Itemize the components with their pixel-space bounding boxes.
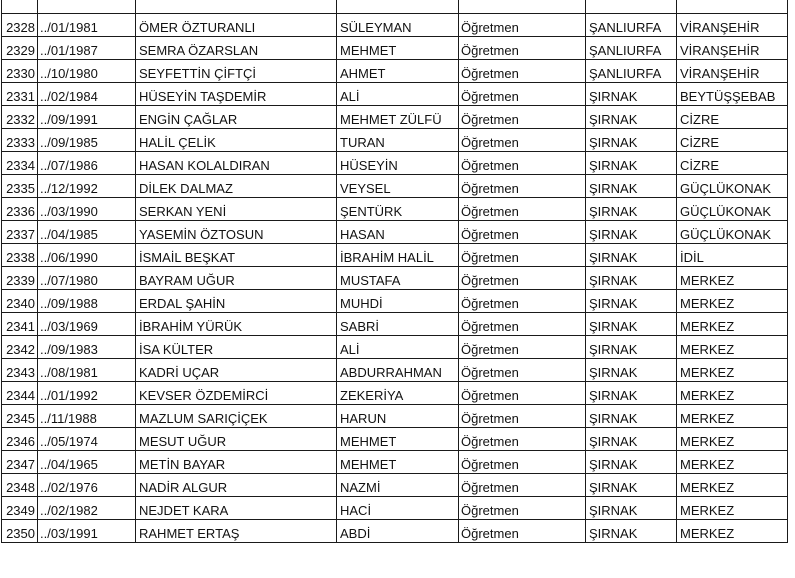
table-body [2,0,788,543]
province-cell: ŞIRNAK [586,313,677,336]
title-cell: Öğretmen [459,106,586,129]
province-cell: ŞIRNAK [586,152,677,175]
title-cell: Öğretmen [459,451,586,474]
district-cell: MERKEZ [677,405,788,428]
birth-date-cell: ../02/1976 [38,474,136,497]
province-cell: ŞIRNAK [586,497,677,520]
district-cell: MERKEZ [677,474,788,497]
row-number-cell: 2341 [2,313,38,336]
province-cell: ŞIRNAK [586,221,677,244]
birth-date-cell [38,0,136,14]
district-cell: VİRANŞEHİR [677,14,788,37]
district-cell: MERKEZ [677,336,788,359]
table-row [2,497,788,520]
title-cell: Öğretmen [459,175,586,198]
father-name-cell: ALİ [337,83,459,106]
birth-date-cell: ../07/1980 [38,267,136,290]
district-cell [677,0,788,14]
father-name-cell: SÜLEYMAN [337,14,459,37]
birth-date-cell: ../02/1982 [38,497,136,520]
title-cell: Öğretmen [459,37,586,60]
table-row [2,106,788,129]
birth-date-cell: ../09/1985 [38,129,136,152]
table-row [2,359,788,382]
birth-date-cell: ../03/1990 [38,198,136,221]
province-cell: ŞIRNAK [586,129,677,152]
row-number-cell [2,0,38,14]
table-row [2,336,788,359]
province-cell: ŞIRNAK [586,428,677,451]
table-row [2,382,788,405]
birth-date-cell: ../11/1988 [38,405,136,428]
father-name-cell: HÜSEYİN [337,152,459,175]
table-row [2,0,788,14]
row-number-cell: 2337 [2,221,38,244]
table-row [2,152,788,175]
birth-date-cell: ../02/1984 [38,83,136,106]
row-number-cell: 2330 [2,60,38,83]
full-name-cell: İBRAHİM YÜRÜK [136,313,337,336]
title-cell: Öğretmen [459,244,586,267]
district-cell: CİZRE [677,106,788,129]
birth-date-cell: ../03/1991 [38,520,136,543]
full-name-cell: HASAN KOLALDIRAN [136,152,337,175]
birth-date-cell: ../07/1986 [38,152,136,175]
full-name-cell: ÖMER ÖZTURANLI [136,14,337,37]
district-cell: CİZRE [677,152,788,175]
title-cell: Öğretmen [459,359,586,382]
title-cell: Öğretmen [459,336,586,359]
title-cell: Öğretmen [459,382,586,405]
title-cell: Öğretmen [459,428,586,451]
province-cell: ŞIRNAK [586,405,677,428]
father-name-cell: TURAN [337,129,459,152]
row-number-cell: 2334 [2,152,38,175]
district-cell: MERKEZ [677,497,788,520]
full-name-cell: SERKAN YENİ [136,198,337,221]
table-row [2,451,788,474]
full-name-cell: İSA KÜLTER [136,336,337,359]
row-number-cell: 2332 [2,106,38,129]
province-cell: ŞIRNAK [586,244,677,267]
birth-date-cell: ../09/1991 [38,106,136,129]
district-cell: BEYTÜŞŞEBAB [677,83,788,106]
father-name-cell: VEYSEL [337,175,459,198]
district-cell: GÜÇLÜKONAK [677,175,788,198]
father-name-cell: HACİ [337,497,459,520]
full-name-cell: SEYFETTİN ÇİFTÇİ [136,60,337,83]
title-cell: Öğretmen [459,60,586,83]
records-table [1,0,788,543]
province-cell: ŞIRNAK [586,198,677,221]
birth-date-cell: ../04/1965 [38,451,136,474]
row-number-cell: 2344 [2,382,38,405]
father-name-cell: ABDİ [337,520,459,543]
title-cell: Öğretmen [459,14,586,37]
full-name-cell: MESUT UĞUR [136,428,337,451]
row-number-cell: 2338 [2,244,38,267]
title-cell: Öğretmen [459,497,586,520]
birth-date-cell: ../01/1992 [38,382,136,405]
birth-date-cell: ../01/1981 [38,14,136,37]
birth-date-cell: ../12/1992 [38,175,136,198]
full-name-cell: ENGİN ÇAĞLAR [136,106,337,129]
full-name-cell: SEMRA ÖZARSLAN [136,37,337,60]
table-row [2,129,788,152]
father-name-cell: HARUN [337,405,459,428]
full-name-cell: ERDAL ŞAHİN [136,290,337,313]
title-cell [459,0,586,14]
father-name-cell: ALİ [337,336,459,359]
province-cell: ŞIRNAK [586,175,677,198]
father-name-cell: ABDURRAHMAN [337,359,459,382]
birth-date-cell: ../09/1983 [38,336,136,359]
full-name-cell: YASEMİN ÖZTOSUN [136,221,337,244]
father-name-cell: HASAN [337,221,459,244]
full-name-cell: KADRİ UÇAR [136,359,337,382]
province-cell: ŞIRNAK [586,267,677,290]
row-number-cell: 2346 [2,428,38,451]
birth-date-cell: ../08/1981 [38,359,136,382]
title-cell: Öğretmen [459,198,586,221]
father-name-cell: AHMET [337,60,459,83]
province-cell: ŞIRNAK [586,336,677,359]
father-name-cell: ZEKERİYA [337,382,459,405]
province-cell: ŞANLIURFA [586,37,677,60]
row-number-cell: 2343 [2,359,38,382]
province-cell: ŞIRNAK [586,474,677,497]
district-cell: MERKEZ [677,428,788,451]
father-name-cell: MEHMET [337,451,459,474]
row-number-cell: 2336 [2,198,38,221]
district-cell: İDİL [677,244,788,267]
district-cell: MERKEZ [677,359,788,382]
father-name-cell: MEHMET ZÜLFÜ [337,106,459,129]
full-name-cell: HALİL ÇELİK [136,129,337,152]
full-name-cell: MAZLUM SARIÇİÇEK [136,405,337,428]
table-row [2,14,788,37]
full-name-cell: KEVSER ÖZDEMİRCİ [136,382,337,405]
row-number-cell: 2335 [2,175,38,198]
table-row [2,290,788,313]
table-row [2,313,788,336]
title-cell: Öğretmen [459,267,586,290]
row-number-cell: 2340 [2,290,38,313]
province-cell: ŞIRNAK [586,83,677,106]
title-cell: Öğretmen [459,405,586,428]
district-cell: GÜÇLÜKONAK [677,221,788,244]
district-cell: MERKEZ [677,267,788,290]
father-name-cell [337,0,459,14]
title-cell: Öğretmen [459,83,586,106]
father-name-cell: MEHMET [337,428,459,451]
birth-date-cell: ../09/1988 [38,290,136,313]
full-name-cell [136,0,337,14]
full-name-cell: METİN BAYAR [136,451,337,474]
full-name-cell: BAYRAM UĞUR [136,267,337,290]
row-number-cell: 2333 [2,129,38,152]
row-number-cell: 2329 [2,37,38,60]
father-name-cell: MUHDİ [337,290,459,313]
row-number-cell: 2349 [2,497,38,520]
birth-date-cell: ../04/1985 [38,221,136,244]
table-row [2,37,788,60]
table-row [2,175,788,198]
father-name-cell: MEHMET [337,37,459,60]
district-cell: MERKEZ [677,290,788,313]
row-number-cell: 2339 [2,267,38,290]
title-cell: Öğretmen [459,474,586,497]
birth-date-cell: ../05/1974 [38,428,136,451]
province-cell: ŞIRNAK [586,520,677,543]
title-cell: Öğretmen [459,290,586,313]
full-name-cell: DİLEK DALMAZ [136,175,337,198]
province-cell: ŞIRNAK [586,359,677,382]
title-cell: Öğretmen [459,221,586,244]
full-name-cell: HÜSEYİN TAŞDEMİR [136,83,337,106]
row-number-cell: 2345 [2,405,38,428]
full-name-cell: NADİR ALGUR [136,474,337,497]
title-cell: Öğretmen [459,520,586,543]
table-row [2,221,788,244]
table-row [2,428,788,451]
district-cell: CİZRE [677,129,788,152]
title-cell: Öğretmen [459,313,586,336]
full-name-cell: RAHMET ERTAŞ [136,520,337,543]
province-cell: ŞANLIURFA [586,60,677,83]
full-name-cell: NEJDET KARA [136,497,337,520]
row-number-cell: 2331 [2,83,38,106]
full-name-cell: İSMAİL BEŞKAT [136,244,337,267]
birth-date-cell: ../06/1990 [38,244,136,267]
row-number-cell: 2328 [2,14,38,37]
province-cell: ŞIRNAK [586,451,677,474]
district-cell: MERKEZ [677,520,788,543]
province-cell: ŞANLIURFA [586,14,677,37]
district-cell: MERKEZ [677,451,788,474]
row-number-cell: 2348 [2,474,38,497]
district-cell: MERKEZ [677,313,788,336]
title-cell: Öğretmen [459,152,586,175]
father-name-cell: İBRAHİM HALİL [337,244,459,267]
province-cell: ŞIRNAK [586,290,677,313]
table-row [2,405,788,428]
father-name-cell: ŞENTÜRK [337,198,459,221]
father-name-cell: MUSTAFA [337,267,459,290]
row-number-cell: 2350 [2,520,38,543]
table-row [2,267,788,290]
table-row [2,474,788,497]
table-row [2,520,788,543]
father-name-cell: NAZMİ [337,474,459,497]
birth-date-cell: ../01/1987 [38,37,136,60]
table-row [2,60,788,83]
row-number-cell: 2347 [2,451,38,474]
province-cell: ŞIRNAK [586,382,677,405]
district-cell: MERKEZ [677,382,788,405]
district-cell: GÜÇLÜKONAK [677,198,788,221]
birth-date-cell: ../10/1980 [38,60,136,83]
district-cell: VİRANŞEHİR [677,37,788,60]
row-number-cell: 2342 [2,336,38,359]
table-row [2,198,788,221]
province-cell: ŞIRNAK [586,106,677,129]
district-cell: VİRANŞEHİR [677,60,788,83]
birth-date-cell: ../03/1969 [38,313,136,336]
table-row [2,244,788,267]
father-name-cell: SABRİ [337,313,459,336]
province-cell [586,0,677,14]
table-row [2,83,788,106]
title-cell: Öğretmen [459,129,586,152]
